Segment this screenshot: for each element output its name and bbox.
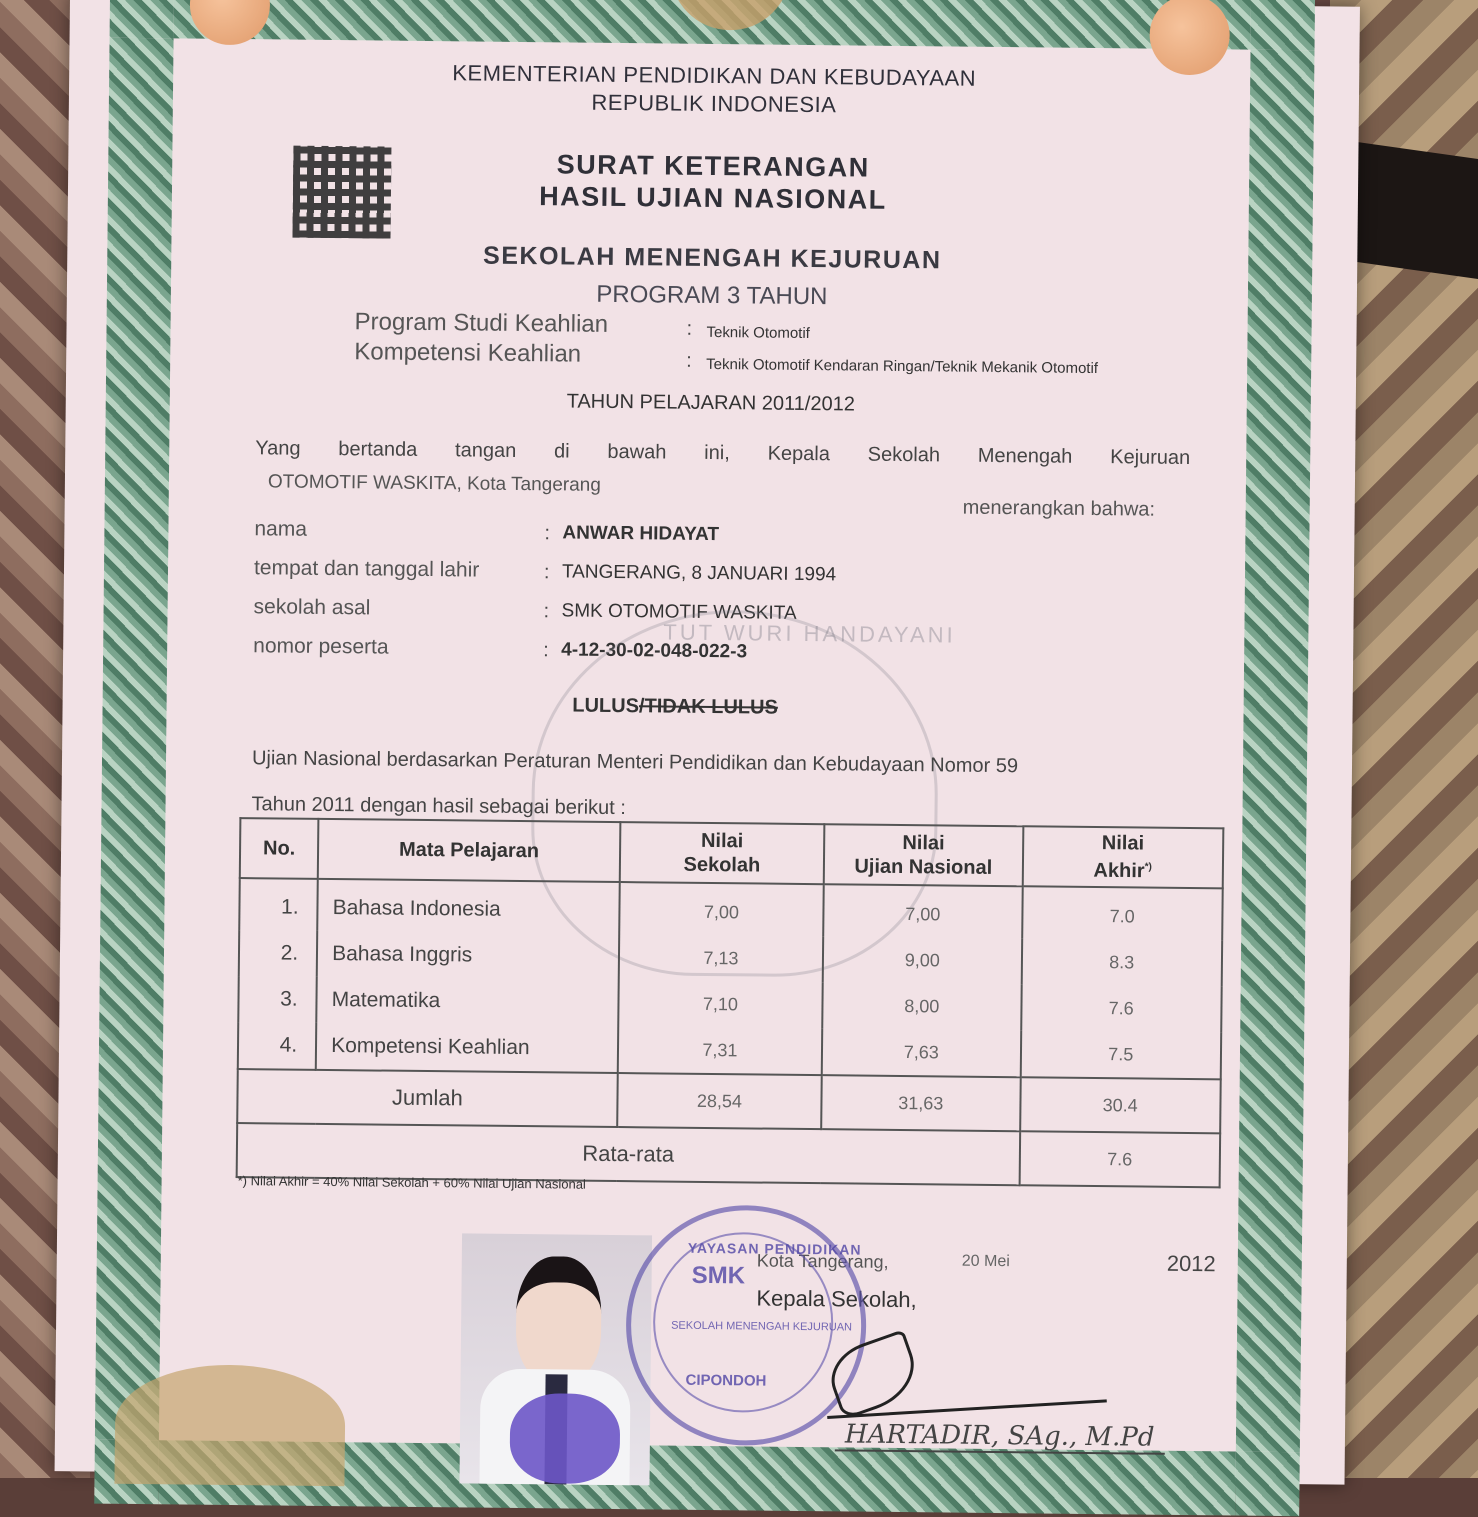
- birth-label: tempat dan tanggal lahir: [253, 556, 480, 582]
- signing-place: Kota Tangerang,: [756, 1250, 889, 1272]
- sum-school-score: 28,54: [617, 1073, 822, 1129]
- row-number: 2.: [239, 930, 318, 977]
- title-line-2: HASIL UJIAN NASIONAL: [539, 181, 887, 215]
- signing-year: 2012: [1166, 1250, 1216, 1277]
- row-subject: Bahasa Indonesia: [317, 879, 619, 934]
- ministry-line-1: KEMENTERIAN PENDIDIKAN DAN KEBUDAYAAN: [452, 60, 977, 91]
- row-national-score: 7,63: [822, 1028, 1021, 1077]
- row-subject: Matematika: [316, 977, 618, 1026]
- row-school-score: 7,31: [618, 1026, 823, 1075]
- participant-number-label: nomor peserta: [253, 634, 389, 659]
- ministry-line-2: REPUBLIK INDONESIA: [591, 89, 837, 118]
- certificate-content: [55, 0, 1360, 1485]
- row-number: 1.: [239, 878, 318, 931]
- final-score-footnote: *) Nilai Akhir = 40% Nilai Sekolah + 60% Nilai Ujian Nasional: [237, 1173, 586, 1192]
- row-final-score: 7.6: [1021, 984, 1222, 1032]
- row-national-score: 9,00: [823, 936, 1022, 984]
- header-final-footnote-mark: *): [1144, 861, 1152, 873]
- stamp-bottom-text: CIPONDOH: [685, 1371, 767, 1390]
- row-number: 3.: [238, 976, 317, 1023]
- stamp-center-text: SMK: [691, 1261, 746, 1290]
- signing-date: 20 Mei: [961, 1252, 1010, 1271]
- school-label: sekolah asal: [253, 595, 371, 620]
- header-school-line-2: Sekolah: [683, 853, 761, 877]
- row-school-score: 7,10: [618, 980, 823, 1028]
- row-final-score: 8.3: [1021, 938, 1222, 986]
- document-title: [68, 143, 1359, 221]
- row-national-score: 7,00: [823, 884, 1022, 938]
- name-label: nama: [254, 517, 308, 541]
- school-type: SEKOLAH MENENGAH KEJURUAN: [482, 241, 942, 275]
- signer-title: Kepala Sekolah,: [756, 1285, 917, 1313]
- status-fail-struck: /TIDAK LULUS: [638, 695, 778, 719]
- competence-colon: :: [686, 349, 692, 372]
- row-school-score: 7,00: [619, 882, 824, 936]
- sum-label: Jumlah: [237, 1069, 617, 1127]
- name-value: ANWAR HIDAYAT: [562, 522, 720, 546]
- photo-head: [516, 1256, 602, 1383]
- row-subject: Kompetensi Keahlian: [316, 1023, 618, 1073]
- grades-header-row: [240, 818, 1224, 888]
- birth-value: TANGERANG, 8 JANUARI 1994: [561, 561, 837, 586]
- header-national-line-2: Ujian Nasional: [854, 855, 993, 879]
- participant-number-value: 4-12-30-02-048-022-3: [561, 639, 748, 663]
- study-program-colon: :: [686, 317, 693, 340]
- sum-final-score: 30.4: [1020, 1077, 1221, 1133]
- header-school-line-1: Nilai: [700, 829, 744, 853]
- row-school-score: 7,13: [618, 934, 823, 982]
- header-final-score: [1022, 826, 1223, 888]
- ministry-heading: [69, 55, 1360, 125]
- watermark-text: TUT WURI HANDAYANI: [663, 619, 956, 648]
- study-program-label: Program Studi Keahlian: [354, 308, 609, 338]
- grades-table: [236, 817, 1225, 1188]
- background-dark-object: [1350, 141, 1478, 279]
- intro-line-1: Yang bertanda tangan di bawah ini, Kepala Sekolah Menengah Kejuruan: [255, 437, 1191, 470]
- row-number: 4.: [238, 1022, 317, 1070]
- birth-colon: :: [543, 561, 550, 584]
- header-final-line-2: Akhir: [1093, 859, 1145, 883]
- school-colon: :: [543, 600, 550, 623]
- certificate-paper: [55, 0, 1360, 1485]
- title-line-1: SURAT KETERANGAN: [556, 149, 870, 183]
- regulation-line-1: Ujian Nasional berdasarkan Peraturan Menteri Pendidikan dan Kebudayaan Nomor 59: [251, 747, 1019, 778]
- regulation-line-2: Tahun 2011 dengan hasil sebagai berikut :: [251, 793, 627, 820]
- stamp-top-text: YAYASAN PENDIDIKAN: [687, 1239, 862, 1258]
- header-no: No.: [240, 818, 319, 879]
- bottom-emblem: [114, 1364, 345, 1486]
- row-national-score: 8,00: [822, 982, 1021, 1030]
- academic-year: TAHUN PELAJARAN 2011/2012: [566, 390, 856, 416]
- intro-line-3: menerangkan bahwa:: [962, 496, 1156, 521]
- row-final-score: 7.5: [1020, 1030, 1221, 1079]
- header-national-score: [824, 824, 1023, 886]
- header-school-score: [620, 822, 825, 884]
- signer-name: HARTADIR, SAg., M.Pd: [844, 1419, 1155, 1453]
- thumbprint: [509, 1393, 620, 1484]
- name-colon: :: [544, 522, 551, 545]
- intro-line-2: OTOMOTIF WASKITA, Kota Tangerang: [267, 471, 601, 496]
- header-final-line-1: Nilai: [1101, 832, 1145, 855]
- average-final-score: 7.6: [1019, 1131, 1220, 1187]
- average-label: Rata-rata: [237, 1123, 1020, 1185]
- sum-national-score: 31,63: [821, 1075, 1020, 1131]
- header-national-line-1: Nilai: [902, 832, 945, 855]
- participant-number-colon: :: [543, 639, 549, 662]
- stamp-sub-text: SEKOLAH MENENGAH KEJURUAN: [671, 1319, 853, 1334]
- competence-label: Kompetensi Keahlian: [354, 338, 582, 368]
- competence-value: Teknik Otomotif Kendaran Ringan/Teknik Mekanik Otomotif: [706, 355, 1099, 378]
- study-program-value: Teknik Otomotif: [706, 323, 810, 343]
- status-pass: LULUS: [572, 694, 640, 718]
- header-subject: Mata Pelajaran: [318, 819, 620, 882]
- row-subject: Bahasa Inggris: [317, 931, 619, 980]
- school-value: SMK OTOMOTIF WASKITA: [561, 600, 797, 624]
- program-duration: PROGRAM 3 TAHUN: [596, 280, 828, 311]
- row-final-score: 7.0: [1022, 886, 1223, 940]
